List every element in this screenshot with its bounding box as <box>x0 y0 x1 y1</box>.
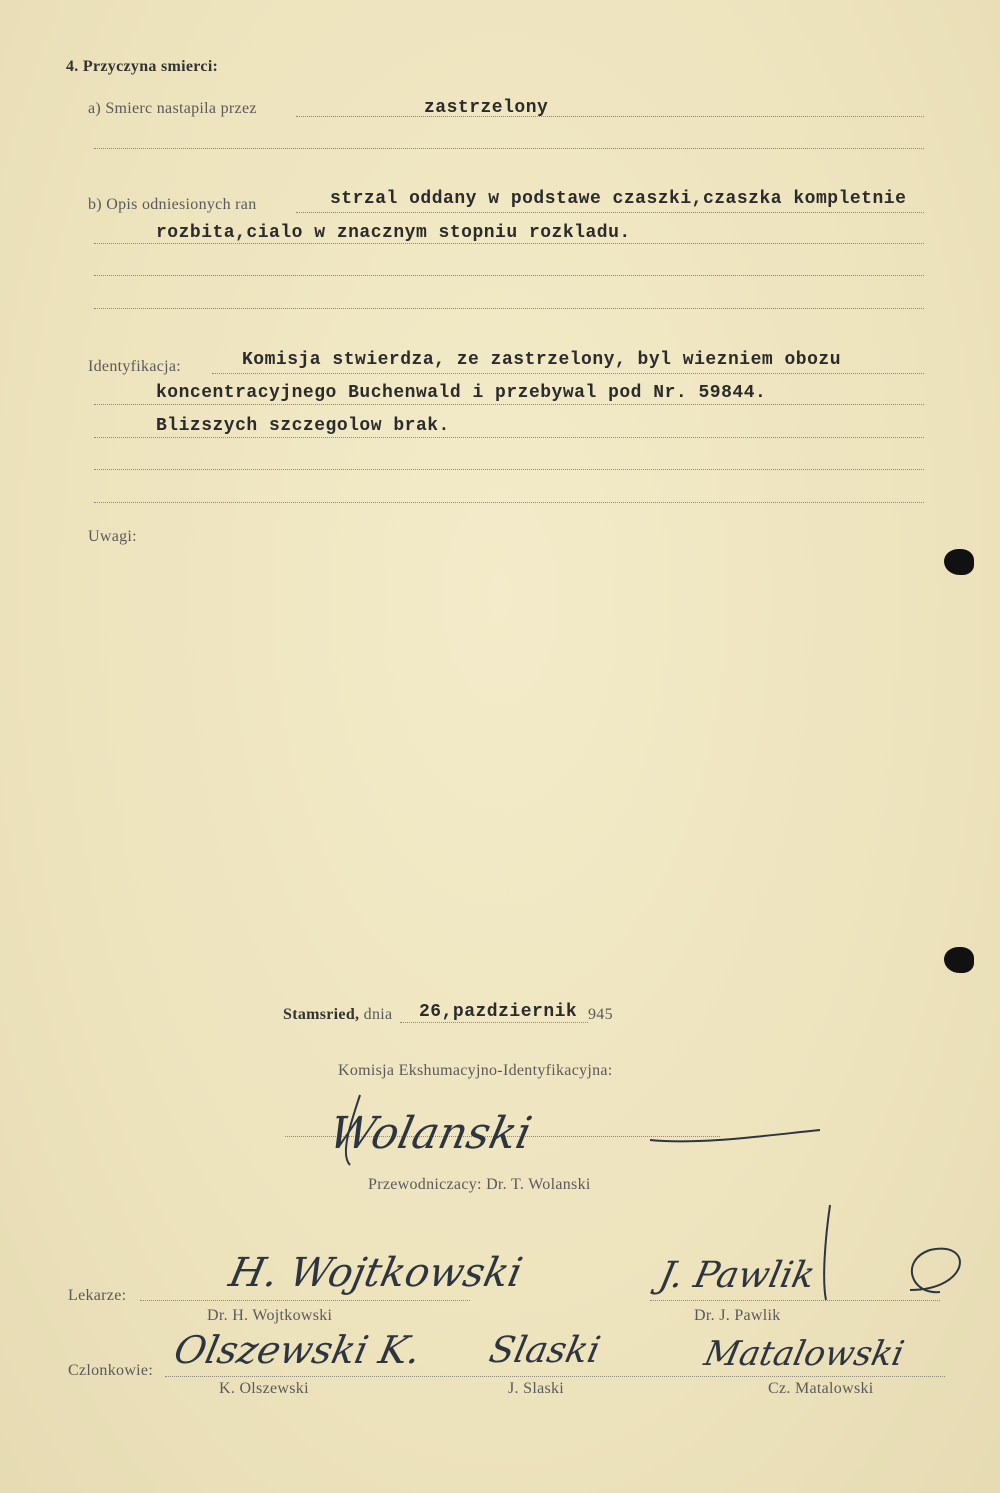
member-name-3: Cz. Matalowski <box>768 1380 874 1397</box>
date-place: Stamsried, <box>283 1006 360 1023</box>
cause-a-value: zastrzelony <box>424 98 549 118</box>
member-name-2: J. Slaski <box>508 1380 565 1397</box>
cause-a-line <box>296 116 924 117</box>
blank-line <box>94 308 924 309</box>
member-signature-1: Olszewski K. <box>170 1328 425 1372</box>
doctor-signature-1: H. Wojtkowski <box>225 1250 527 1296</box>
identification-text-3: Blizszych szczegolow brak. <box>156 416 450 436</box>
member-name-1: K. Olszewski <box>219 1380 309 1397</box>
doctor-line-1 <box>140 1300 470 1301</box>
cause-b-line-2 <box>94 243 924 244</box>
section-title: Przyczyna smierci: <box>82 58 219 75</box>
identification-line-1 <box>212 373 924 374</box>
date-dnia: dnia <box>363 1006 393 1023</box>
identification-text-1: Komisja stwierdza, ze zastrzelony, byl wiezniem obozu <box>242 350 841 370</box>
date-underline <box>400 1022 588 1023</box>
date-typed: 26,pazdziernik <box>419 1002 578 1022</box>
member-signature-3: Matalowski <box>700 1334 908 1374</box>
cause-b-text-2: rozbita,cialo w znacznym stopniu rozkladu. <box>156 223 631 243</box>
members-label: Czlonkowie: <box>68 1362 154 1379</box>
blank-line <box>94 469 924 470</box>
chair-caption: Przewodniczacy: Dr. T. Wolanski <box>368 1176 591 1193</box>
doctor-name-2: Dr. J. Pawlik <box>694 1307 781 1324</box>
identification-label: Identyfikacja: <box>88 358 182 375</box>
section-heading <box>66 58 218 76</box>
cause-b-label: b) Opis odniesionych ran <box>88 196 257 213</box>
cause-b-text-1: strzal oddany w podstawe czaszki,czaszka kompletnie <box>330 189 907 209</box>
cause-b-line-1 <box>296 212 924 213</box>
members-line <box>165 1376 945 1377</box>
identification-line-2 <box>94 404 924 405</box>
doctor-signature-2-flourish <box>800 1200 980 1310</box>
identification-line-3 <box>94 437 924 438</box>
doctor-signature-2: J. Pawlik <box>655 1255 819 1296</box>
doctor-name-1: Dr. H. Wojtkowski <box>207 1307 333 1324</box>
doctors-label: Lekarze: <box>68 1287 127 1304</box>
commission-title: Komisja Ekshumacyjno-Identyfikacyjna: <box>338 1062 613 1079</box>
date-year-suffix: 945 <box>588 1006 613 1023</box>
identification-text-2: koncentracyjnego Buchenwald i przebywal pod Nr. 59844. <box>156 383 767 403</box>
date-line <box>283 1006 392 1024</box>
section-number: 4. <box>66 58 79 75</box>
remarks-label: Uwagi: <box>88 528 137 545</box>
chair-signature-flourish <box>320 1085 840 1175</box>
chair-signature: Wolanski <box>324 1108 537 1159</box>
blank-line <box>94 502 924 503</box>
blank-line <box>94 275 924 276</box>
punch-hole <box>944 947 974 973</box>
cause-a-label: a) Smierc nastapila przez <box>88 100 257 117</box>
punch-hole <box>944 549 974 575</box>
member-signature-2: Slaski <box>485 1330 604 1371</box>
blank-line <box>94 148 924 149</box>
